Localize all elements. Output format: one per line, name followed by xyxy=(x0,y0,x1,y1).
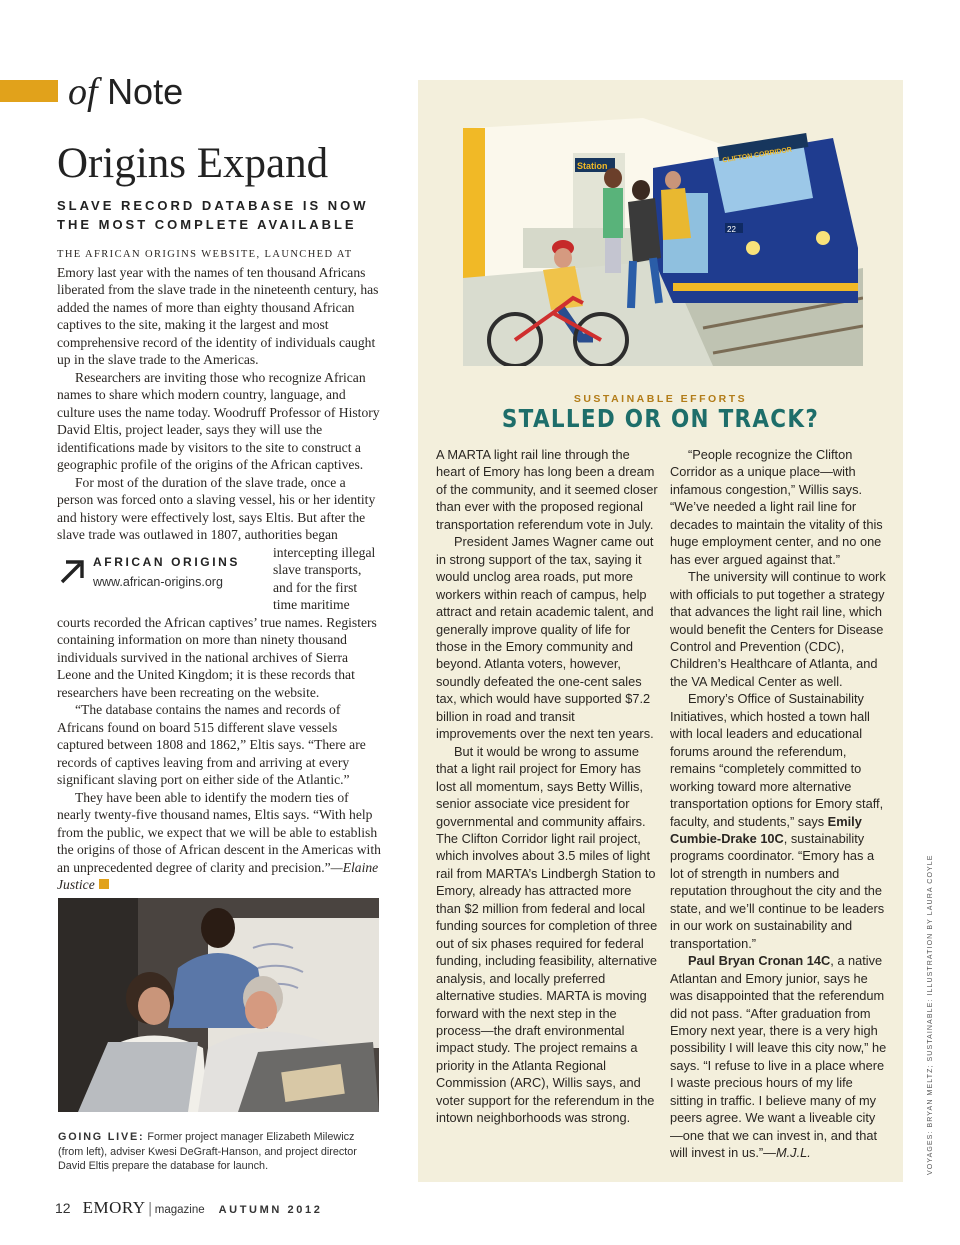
article-headline: Origins Expand xyxy=(57,140,329,187)
article-body xyxy=(57,244,382,894)
masthead-magazine: magazine xyxy=(154,1204,205,1216)
sidebar-paragraph-1: A MARTA light rail line through the heart of Emory has long been a dream of the community, and it seemed closer than ever with the proposed regional transportation referendum vote in July. xyxy=(436,447,658,532)
issue-date: AUTUMN 2012 xyxy=(218,1204,323,1216)
section-title-of: of xyxy=(68,71,98,113)
sidebar-paragraph-3: But it would be wrong to assume that a light rail project for Emory has lost all momentum, says Betty Willis, senior associate vice president for governmental and community affairs. The Clifton Corridor light rail project, which involves about 3.5 miles of light rail from MARTA’s Lindbergh Station to Emory, already has attracted more than $2 million from federal and local funding sources for completion of three out of six phases required for federal funding, including feasibility, alternative analysis, and locally preferred alternative studies. MARTA is moving forward with the next step in the process—the draft environmental impact study. The project remains a priority in the Atlanta Regional Commission (ARC), Willis says, and voter support for the referendum in the intown neighborhoods was strong. xyxy=(436,743,658,1126)
sidebar-paragraph-2: President James Wagner came out in strong support of the tax, saying it would unclog area roads, put more workers within reach of campus, help attract and retain academic talent, and generally improve quality of life for those in the Emory community and beyond. Atlanta voters, however, soundly defeated the one-cent sales tax, which would have supported $7.2 billion in road and transit improvements over the next ten years. xyxy=(436,534,654,742)
paragraph-5 xyxy=(57,789,382,894)
caption-label: GOING LIVE: xyxy=(58,1131,145,1143)
callout-title: AFRICAN ORIGINS xyxy=(93,554,240,569)
link-callout[interactable] xyxy=(57,544,273,614)
sidebar-paragraph-4: “People recognize the Clifton Corridor as a unique place—with infamous congestion,” Willis says. “We’ve needed a light rail line for decades to maintain the vitality of this huge employment center, and no one has ever argued against that.” xyxy=(670,447,883,567)
byline: —Elaine Justice xyxy=(57,859,379,892)
sidebar-paragraph-5: The university will continue to work with officials to put together a strategy that advances the light rail line, which would benefit the Centers for Disease Control and Prevention (CDC), Children’s Healthcare of Atlanta, and the VA Medical Center as well. xyxy=(670,569,886,689)
sidebar-paragraph-6a: Emory’s Office of Sustainability Initiatives, which hosted a town hall with local leaders and educational forums around the referendum, remains “completely committed to working toward more alternative transportation options for Emory staff, faculty, and students,” says xyxy=(670,691,884,829)
sidebar-paragraph-6 xyxy=(670,690,888,952)
section-accent-bar xyxy=(0,80,58,102)
photo-credit: VOYAGES: BRYAN MELTZ; SUSTAINABLE: ILLUSTRATION BY LAURA COYLE xyxy=(927,854,934,1175)
sidebar-headline: STALLED OR ON TRACK? xyxy=(501,404,820,433)
sidebar-kicker: SUSTAINABLE EFFORTS xyxy=(573,393,748,405)
station-sign: Station xyxy=(577,161,608,171)
caption-text: Former project manager Elizabeth Milewicz (from left), adviser Kwesi DeGraft-Hanson, and project director David Eltis prepare the database for launch. xyxy=(58,1131,357,1173)
lead-in: THE AFRICAN ORIGINS WEBSITE, LAUNCHED AT xyxy=(57,249,353,260)
person-name-cronan: Paul Bryan Cronan 14C xyxy=(688,953,831,969)
arrow-up-right-icon xyxy=(57,556,87,586)
sidebar-paragraph-6b: , sustainability programs coordinator. “Emory has a lot of strength in numbers and reputation throughout the city and the state, and we’ll continue to be leaders in our work on sustainability and transportation.” xyxy=(670,830,885,951)
paragraph-1-text: Emory last year with the names of ten thousand Africans liberated from the slave trade in the nineteenth century, has added the names of more than eighty thousand African captives to the site, making it the largest and most comprehensive record of the identity of individuals caught up in the slave trade to the Americas. xyxy=(57,264,379,367)
section-title-note: Note xyxy=(107,71,184,112)
callout-url[interactable]: www.african-origins.org xyxy=(93,575,223,589)
photo-caption xyxy=(58,1130,378,1174)
page-footer xyxy=(55,1198,322,1216)
sidebar-column-2 xyxy=(670,446,888,1162)
section-title xyxy=(68,70,183,114)
page-number: 12 xyxy=(55,1200,71,1216)
team-photo xyxy=(58,898,379,1112)
paragraph-3-continued: courts recorded the African captives’ true names. Registers containing information on more than ninety thousand individuals survived in the national archives of Sierra Leone and the United Kingdom; it is these records that researchers have been recreating on the website. xyxy=(57,614,377,700)
paragraph-3: For most of the duration of the slave trade, once a person was forced onto a slaving vessel, his or her identity and history were effectively lost, says Eltis. But after the slave trade was outlawed in 1807, authorities began xyxy=(57,474,376,542)
paragraph-5-text: They have been able to identify the modern ties of nearly twenty-five thousand names, Eltis says. “With help from the public, we expect that we will be able to establish the origins of those of African descent in the Americas with an unprecedented degree of clarity and precision.” xyxy=(57,789,381,875)
masthead: EMORY xyxy=(82,1198,146,1217)
train-sign: CLIFTON CORRIDOR xyxy=(721,146,793,165)
article-dek: SLAVE RECORD DATABASE IS NOW THE MOST COMPLETE AVAILABLE xyxy=(57,198,369,232)
paragraph-2: Researchers are inviting those who recognize African names to share which modern country, language, and culture uses the name today. Woodruff Professor of History David Eltis, project leader, says they will use the identifications made by visitors to the site to construct a geographic profile of the origins of the African captives. xyxy=(57,369,380,472)
light-rail-illustration xyxy=(463,98,863,366)
paragraph-1 xyxy=(57,244,382,369)
team-photo-illustration xyxy=(58,898,379,1112)
train-number: 22 xyxy=(727,225,736,234)
callout-row xyxy=(57,544,382,614)
sidebar-paragraph-7 xyxy=(670,952,888,1161)
masthead-separator: | xyxy=(148,1200,152,1217)
person-name-cumbie-drake: Emily Cumbie-Drake 10C xyxy=(670,813,862,846)
sidebar-paragraph-7-text: , a native Atlantan and Emory junior, says he was disappointed that the referendum did not pass. “After graduation from Emory next year, there is a very high possibility I will leave this city now,” he says. “I refuse to live in a place where I waste precious hours of my life sitting in traffic. I believe many of my peers agree. We want a liveable city—one that we can invest in, and that will invest in us.” xyxy=(670,953,887,1161)
sidebar-byline: —M.J.L. xyxy=(763,1145,811,1161)
end-mark xyxy=(99,879,109,889)
article-origins-expand xyxy=(57,140,382,894)
paragraph-4: “The database contains the names and records of Africans found on board 515 different slave vessels captured between 1808 and 1862,” Eltis says. “There are records of captives leaving from and arriving at every significant slaving port on either side of the Atlantic.” xyxy=(57,702,366,787)
sidebar-column-1 xyxy=(436,446,658,1127)
paragraph-3-float: intercepting illegal slave transports, and for the first time maritime xyxy=(273,544,376,612)
